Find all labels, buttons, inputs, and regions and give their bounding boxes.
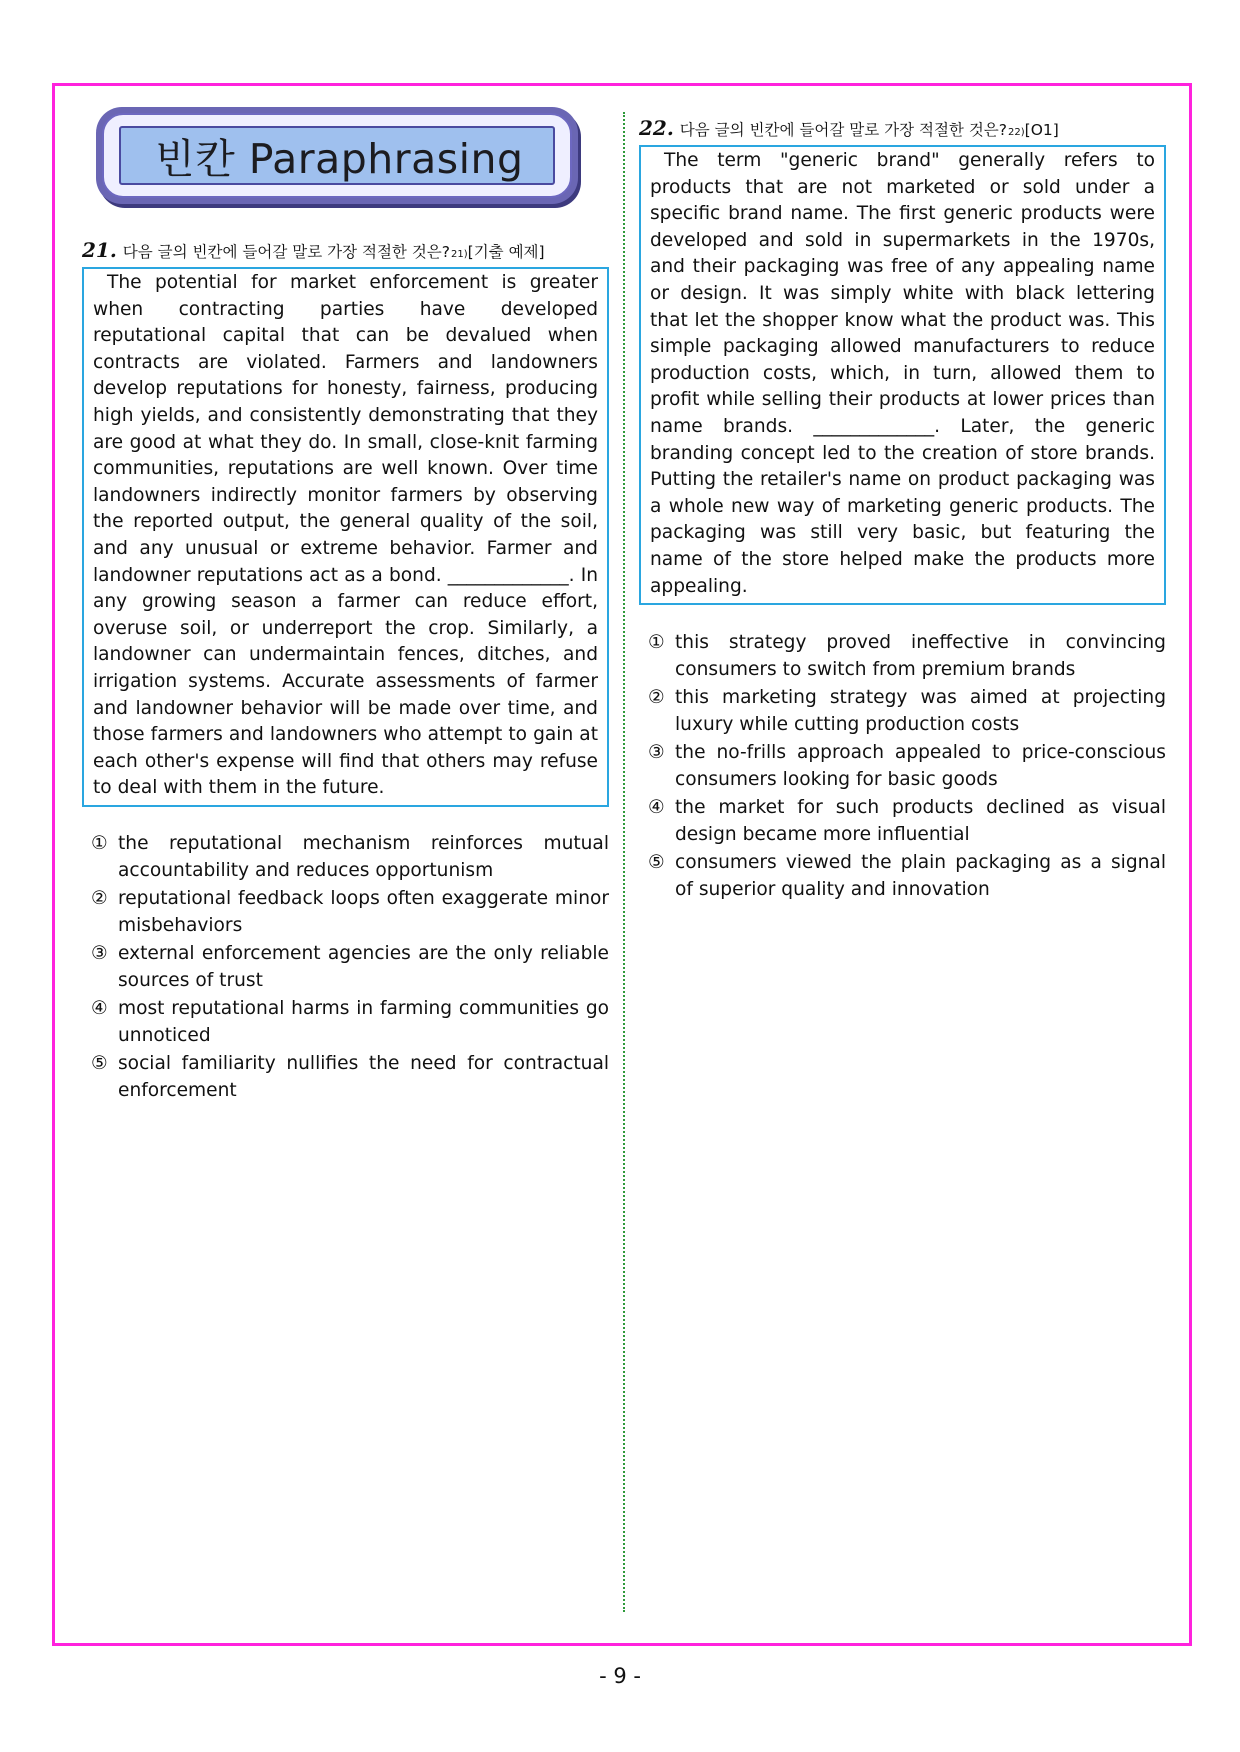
- option-text: reputational feedback loops often exaggerate minor misbehaviors: [118, 887, 609, 936]
- answer-option[interactable]: [648, 684, 1166, 738]
- answer-option[interactable]: [91, 1050, 609, 1104]
- question-instruction: 다음 글의 빈칸에 들어갈 말로 가장 적절한 것은?: [679, 121, 1008, 139]
- option-text: external enforcement agencies are the only reliable sources of trust: [118, 942, 609, 991]
- option-number: ③: [648, 741, 665, 763]
- option-text: the reputational mechanism reinforces mutual accountability and reduces opportunism: [118, 832, 609, 882]
- section-banner: [96, 107, 578, 204]
- option-number: ②: [648, 687, 665, 708]
- question-instruction: 다음 글의 빈칸에 들어갈 말로 가장 적절한 것은?: [122, 243, 451, 261]
- question-21-passage: The potential for market enforcement is greater when contracting parties have developed reputational capital that can be devalued when contracts are violated. Farmers and landowners develop reputations for honesty, fairness, producing high yields, and consistently demonstrating that they are good at what they do. In small, close-knit farming communities, reputations are well known. Over time landowners indirectly monitor farmers by observing the reported output, the general quality of the soil, and any unusual or extreme behavior. Farmer and landowner reputations act as a bond. _____________. In any growing season a farmer can reduce effort, overuse soil, or underreport the crop. Similarly, a landowner can undermaintain fences, ditches, and irrigation systems. Accurate assessments of farmer and landowner behavior will be made over time, and those farmers and landowners who attempt to gain at each other's expense will find that others may refuse to deal with them in the future.: [82, 267, 609, 807]
- option-text: consumers viewed the plain packaging as a signal of superior quality and innovation: [675, 851, 1166, 900]
- answer-option[interactable]: [648, 849, 1166, 903]
- question-number: 22.: [639, 116, 674, 140]
- option-text: the no-frills approach appealed to price-conscious consumers looking for basic goods: [675, 741, 1166, 791]
- answer-option[interactable]: [648, 629, 1166, 683]
- option-number: ②: [91, 887, 108, 909]
- question-21-header: [82, 238, 609, 262]
- option-number: ③: [91, 942, 108, 964]
- question-source: [O1]: [1024, 121, 1059, 139]
- question-21-options: [82, 830, 609, 1104]
- page-number: - 9 -: [599, 1664, 641, 1688]
- option-number: ④: [648, 796, 665, 818]
- question-22-options: [639, 629, 1166, 903]
- option-text: this marketing strategy was aimed at projecting luxury while cutting production costs: [675, 687, 1166, 736]
- option-text: this strategy proved ineffective in convincing consumers to switch from premium brands: [675, 632, 1166, 681]
- footnote-ref: 22): [1008, 127, 1025, 138]
- footnote-ref: 21): [451, 249, 468, 260]
- option-text: the market for such products declined as visual design became more influential: [675, 796, 1166, 846]
- question-source: [기출 예제]: [467, 243, 545, 261]
- answer-option[interactable]: [91, 830, 609, 884]
- answer-option[interactable]: [91, 940, 609, 994]
- answer-option[interactable]: [648, 794, 1166, 848]
- section-title: 빈칸 Paraphrasing: [119, 126, 555, 185]
- question-22-header: [639, 116, 1166, 140]
- left-column: [82, 107, 609, 1104]
- option-number: ⑤: [91, 1052, 108, 1074]
- option-text: most reputational harms in farming communities go unnoticed: [118, 997, 609, 1046]
- column-divider: [623, 112, 625, 1612]
- option-number: ①: [648, 632, 665, 654]
- option-number: ①: [91, 832, 108, 854]
- option-text: social familiarity nullifies the need for contractual enforcement: [118, 1052, 609, 1101]
- answer-option[interactable]: [648, 739, 1166, 793]
- option-number: ④: [91, 997, 108, 1019]
- question-number: 21.: [82, 238, 117, 262]
- option-number: ⑤: [648, 851, 665, 873]
- answer-option[interactable]: [91, 995, 609, 1049]
- question-22-passage: The term "generic brand" generally refers to products that are not marketed or sold under a specific brand name. The first generic products were developed and sold in supermarkets in the 1970s, and their packaging was free of any appealing name or design. It was simply white with black lettering that let the shopper know what the product was. This simple packaging allowed manufacturers to reduce production costs, which, in turn, allowed them to profit while selling their products at lower prices than name brands. _____________. Later, the generic branding concept led to the creation of store brands. Putting the retailer's name on product packaging was a whole new way of marketing generic products. The packaging was still very basic, but featuring the name of the store helped make the products more appealing.: [639, 145, 1166, 605]
- answer-option[interactable]: [91, 885, 609, 939]
- right-column: [639, 116, 1166, 904]
